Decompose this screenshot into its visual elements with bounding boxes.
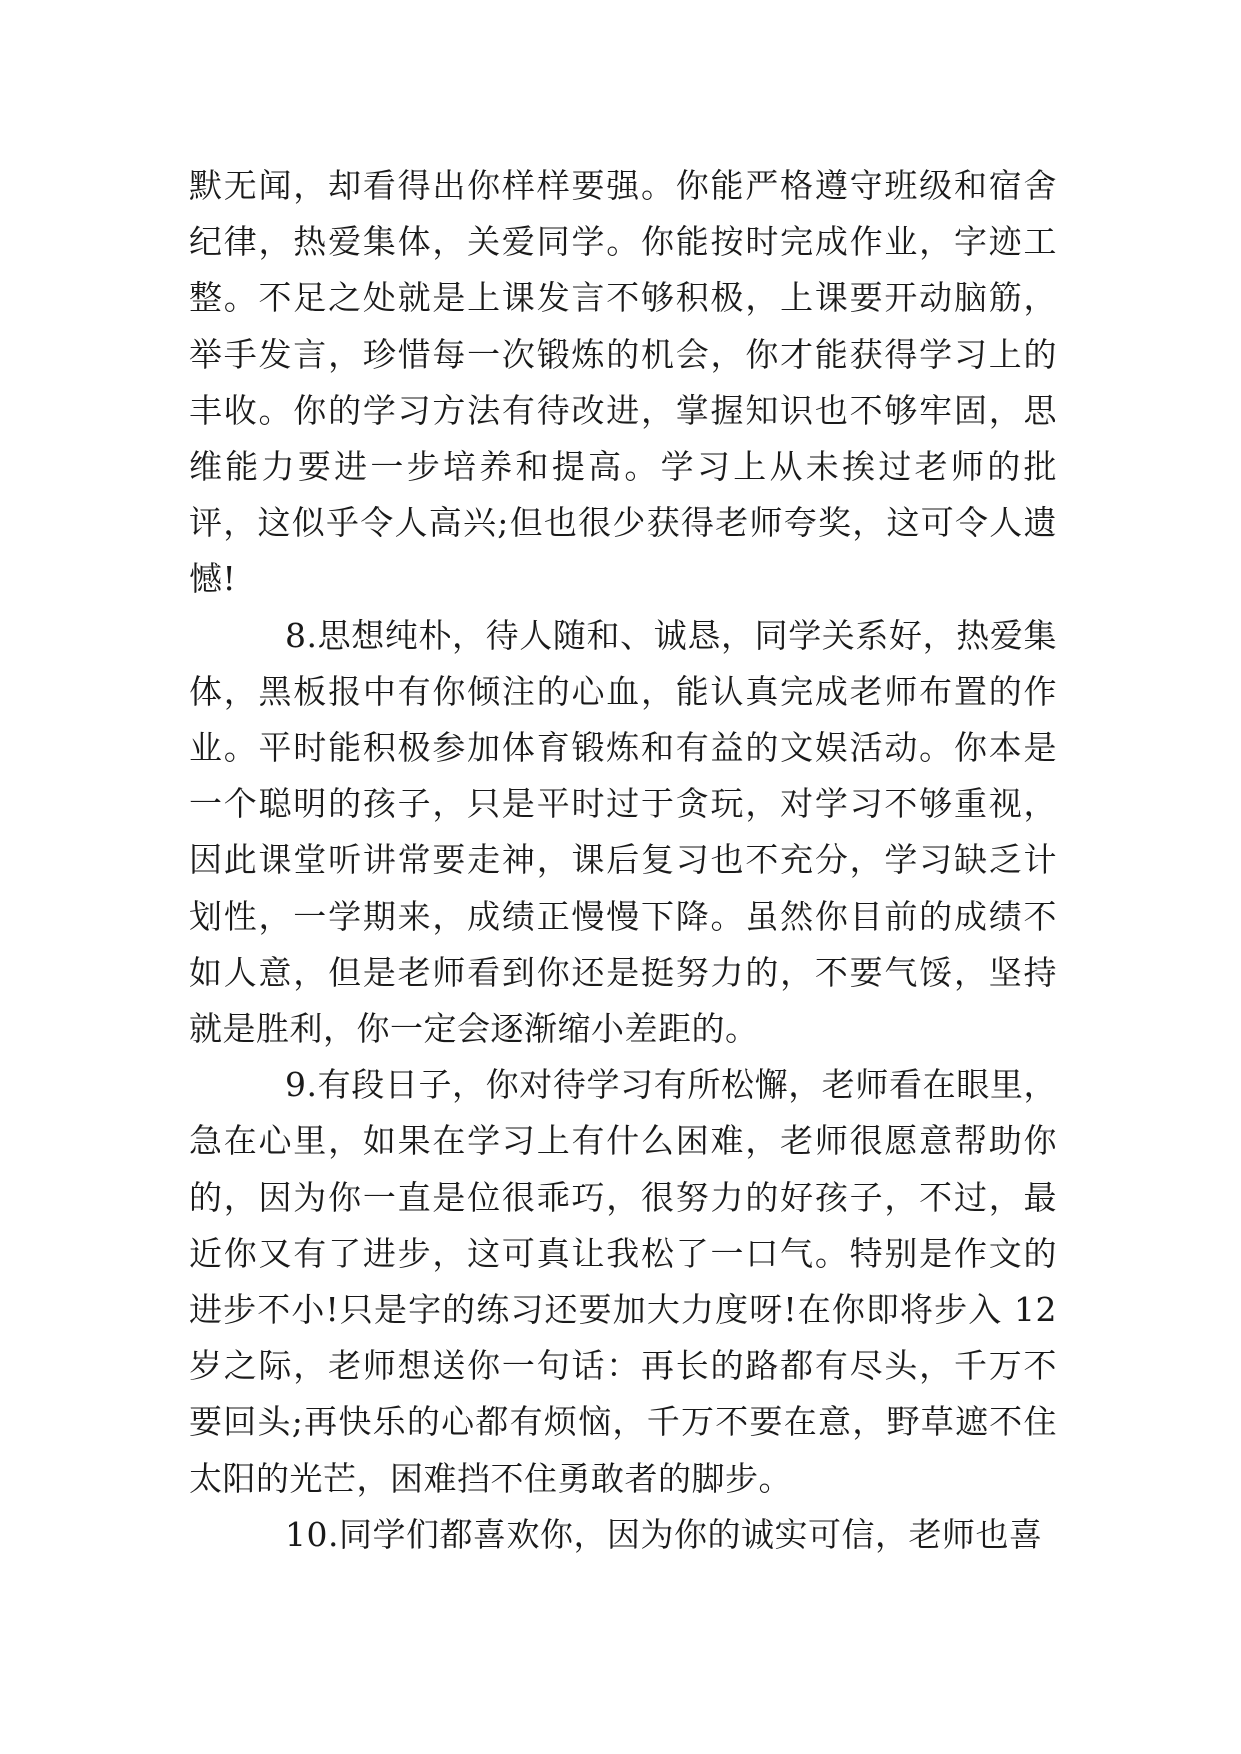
paragraph-continued: 默无闻，却看得出你样样要强。你能严格遵守班级和宿舍纪律，热爱集体，关爱同学。你能按时完成作业，字迹工整。不足之处就是上课发言不够积极，上课要开动脑筋，举手发言，珍惜每一次锻炼的机会，你才能获得学习上的丰收。你的学习方法有待改进，掌握知识也不够牢固，思维能力要进一步培养和提高。学习上从未挨过老师的批评，这似乎令人高兴;但也很少获得老师夸奖，这可令人遗憾!	[189, 166, 1057, 599]
paragraph-comment-9: 9.有段日子，你对待学习有所松懈，老师看在眼里，急在心里，如果在学习上有什么困难，老师很愿意帮助你的，因为你一直是位很乖巧，很努力的好孩子，不过，最近你又有了进步，这可真让我松了一口气。特别是作文的进步不小!只是字的练习还要加大力度呀!在你即将步入 12 岁之际，老师想送你一句话：再长的路都有尽头，千万不要回头;再快乐的心都有烦恼，千万不要在意，野草遮不住太阳的光芒，困难挡不住勇敢者的脚步。	[189, 1065, 1057, 1498]
paragraph-comment-8: 8.思想纯朴，待人随和、诚恳，同学关系好，热爱集体，黑板报中有你倾注的心血，能认真完成老师布置的作业。平时能积极参加体育锻炼和有益的文娱活动。你本是一个聪明的孩子，只是平时过于贪玩，对学习不够重视，因此课堂听讲常要走神，课后复习也不充分，学习缺乏计划性，一学期来，成绩正慢慢下降。虽然你目前的成绩不如人意，但是老师看到你还是挺努力的，不要气馁，坚持就是胜利，你一定会逐渐缩小差距的。	[189, 615, 1057, 1049]
paragraph-comment-10: 10.同学们都喜欢你，因为你的诚实可信，老师也喜	[285, 1514, 1043, 1554]
document-page	[189, 158, 1057, 1563]
